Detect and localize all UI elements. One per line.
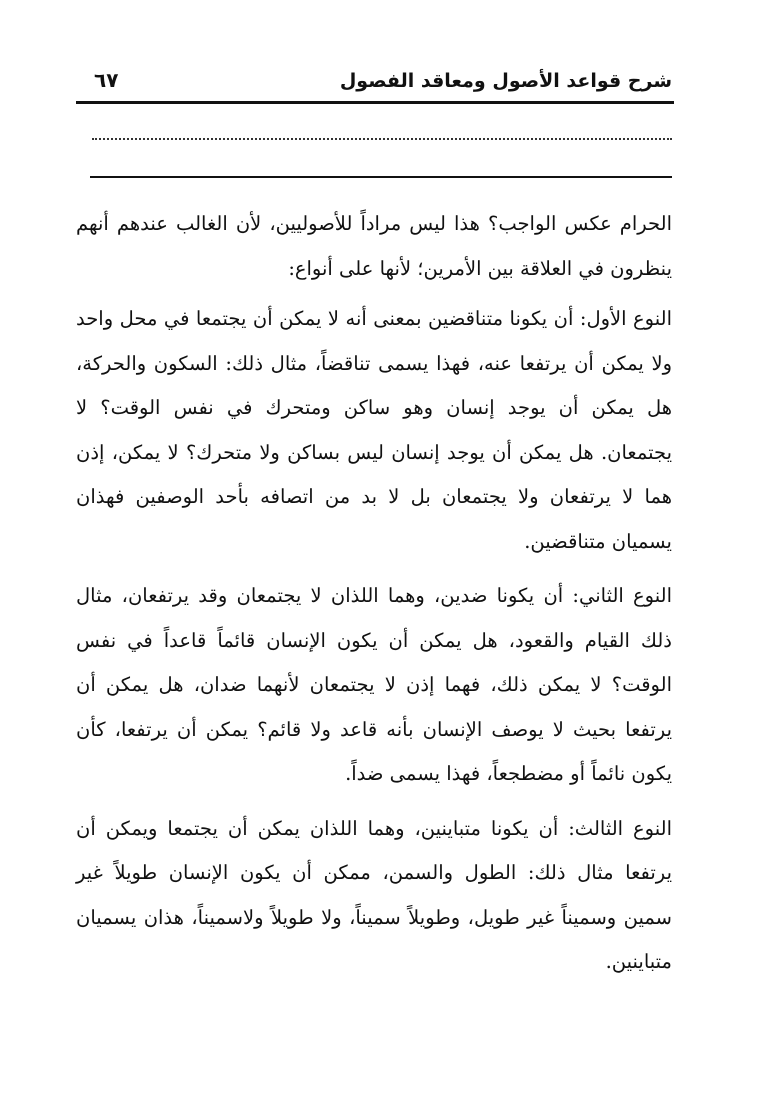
- paragraph-type-one: النوع الأول: أن يكونا متناقضين بمعنى أنه لا يمكن أن يجتمعا في محل واحد ولا يمكن أن يرتفعا عنه، فهذا يسمى تناقضاً، مثال ذلك: السكون والحركة، هل يمكن أن يوجد إنسان وهو ساكن ومتحرك في نفس الوقت؟ لا يجتمعان. هل يمكن أن يوجد إنسان ليس بساكن ولا متحرك؟ لا يمكن، إذن هما لا يرتفعان ولا يجتمعان بل لا بد من اتصافه بأحد الوصفين فهذان يسميان متناقضين.: [76, 307, 672, 553]
- paragraph-type-three: النوع الثالث: أن يكونا متباينين، وهما اللذان يمكن أن يجتمعا ويمكن أن يرتفعا مثال ذلك: الطول والسمن، ممكن أن يكون الإنسان طويلاً غير سمين وسميناً غير طويل، وطويلاً سميناً، ولا طويلاً ولاسميناً، هذان يسميان متباينين.: [76, 816, 672, 973]
- section-rule: [90, 176, 672, 178]
- paragraph-intro: الحرام عكس الواجب؟ هذا ليس مراداً للأصوليين، لأن الغالب عندهم أنهم ينظرون في العلاقة بين الأمرين؛ لأنها على أنواع:: [76, 212, 672, 280]
- dotted-separator: [92, 138, 672, 140]
- running-title: شرح قواعد الأصول ومعاقد الفصول: [339, 70, 672, 92]
- paragraph-type-two: النوع الثاني: أن يكونا ضدين، وهما اللذان لا يجتمعان وقد يرتفعان، مثال ذلك القيام والقعود، هل يمكن أن يكون الإنسان قائماً قاعداً في نفس الوقت؟ لا يمكن ذلك، فهما إذن لا يجتمعان لأنهما ضدان، هل يمكن أن يرتفعا بحيث لا يوصف الإنسان بأنه قاعد ولا قائم؟ يمكن أن يرتفعا، كأن يكون نائماً أو مضطجعاً، فهذا يسمى ضداً.: [76, 584, 672, 785]
- header-rule: [76, 101, 674, 104]
- page-header: [76, 66, 672, 100]
- page-number: ٦٧: [94, 68, 119, 92]
- page-body: [76, 202, 672, 995]
